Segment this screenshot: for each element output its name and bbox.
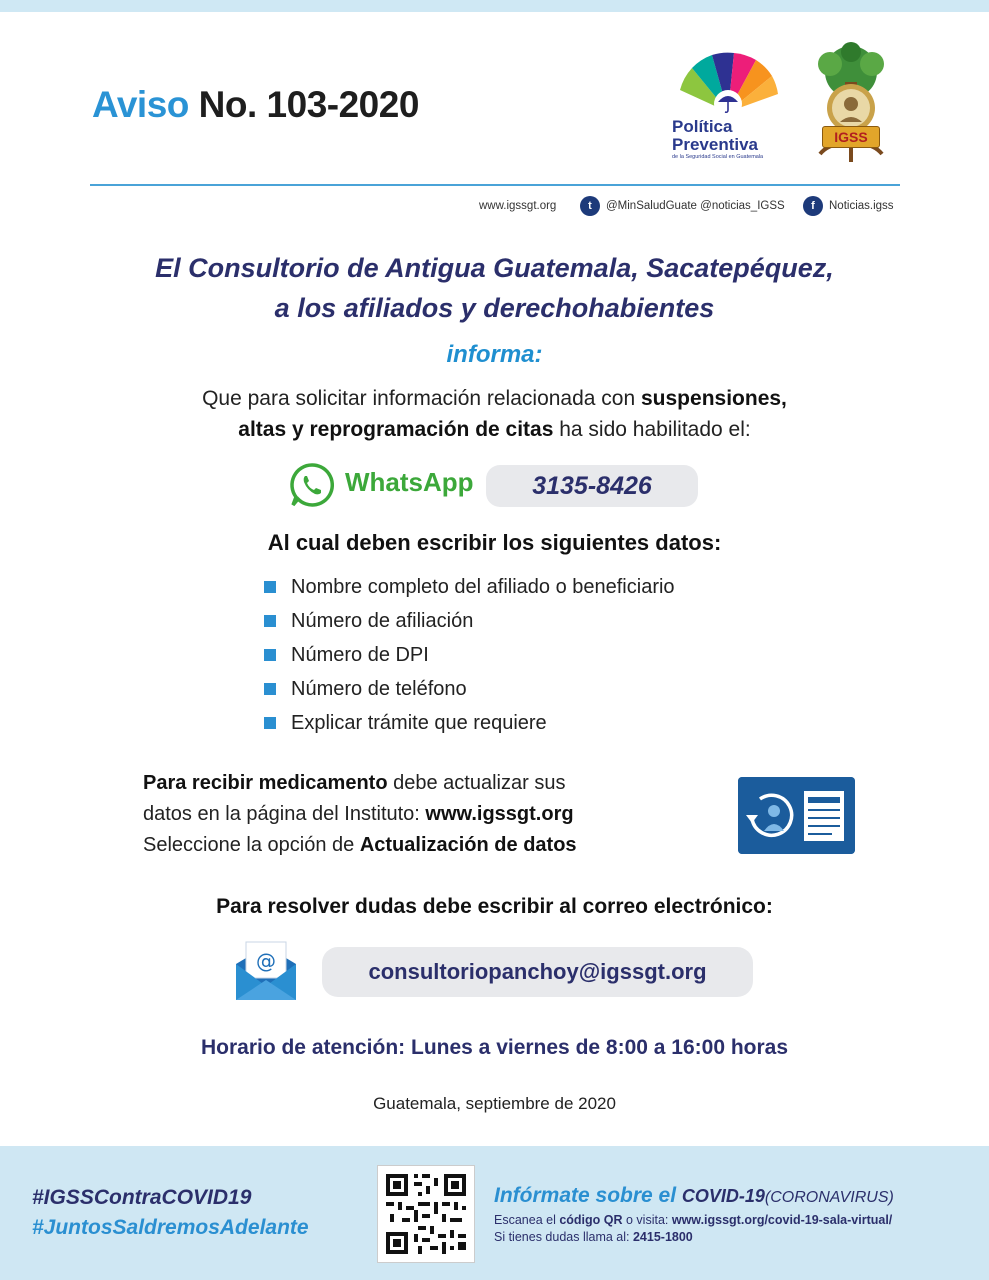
informa-heading: informa: xyxy=(446,341,543,368)
bullet-square-icon xyxy=(264,683,276,695)
list-item-text: Número de afiliación xyxy=(291,609,474,632)
covid-site-link[interactable]: www.igssgt.org/covid-19-sala-virtual/ xyxy=(671,1213,893,1227)
website-text: www.igssgt.org xyxy=(479,200,557,212)
bullet-square-icon xyxy=(264,717,276,729)
phone-number[interactable]: 2415-1800 xyxy=(632,1230,693,1244)
dudas-heading: Para resolver dudas debe escribir al correo electrónico: xyxy=(216,895,773,918)
med-option: Actualización de datos xyxy=(359,834,577,856)
bullet-square-icon xyxy=(264,649,276,661)
whatsapp-label: WhatsApp xyxy=(345,467,474,497)
bullet-square-icon xyxy=(264,581,276,593)
twitter-icon: t xyxy=(580,196,600,216)
list-item-text: Explicar trámite que requiere xyxy=(291,711,547,734)
pp-logo-sub: de la Seguridad Social en Guatemala xyxy=(672,154,764,160)
page-title xyxy=(92,84,419,126)
fecha-text: Guatemala, septiembre de 2020 xyxy=(373,1094,616,1113)
intro-bold-1: suspensiones, xyxy=(641,387,787,410)
med-text-1: debe actualizar sus xyxy=(387,772,566,794)
qr-code[interactable] xyxy=(377,1165,475,1263)
igss-logo xyxy=(800,42,902,170)
whatsapp-number[interactable]: 3135-8426 xyxy=(486,465,698,507)
med-bold-1: Para recibir medicamento xyxy=(143,772,388,794)
footer-bold: código QR xyxy=(559,1213,623,1227)
pp-logo-line1: Política xyxy=(672,117,733,136)
medicamento-paragraph xyxy=(143,768,703,861)
informate-prefix: Infórmate sobre el xyxy=(494,1184,682,1207)
horario-text: Horario de atención: Lunes a viernes de 8:00 a 16:00 horas xyxy=(200,1036,789,1059)
hashtag-2: #JuntosSaldremosAdelante xyxy=(32,1216,309,1239)
datos-title: Al cual deben escribir los siguientes datos: xyxy=(267,530,722,555)
intro-paragraph xyxy=(100,383,889,445)
med-website-link[interactable]: www.igssgt.org xyxy=(425,803,574,825)
headline-line2: a los afiliados y derechohabientes xyxy=(274,293,715,323)
intro-text-1: Que para solicitar información relacionada con xyxy=(202,387,641,410)
list-item-text: Nombre completo del afiliado o beneficiario xyxy=(291,575,675,598)
whatsapp-icon xyxy=(288,461,336,509)
hashtag-1: #IGSSContraCOVID19 xyxy=(32,1186,252,1209)
intro-text-2: ha sido habilitado el: xyxy=(553,418,751,441)
bullet-square-icon xyxy=(264,615,276,627)
footer-text: Escanea el xyxy=(494,1213,560,1227)
list-item xyxy=(264,604,675,638)
list-item xyxy=(264,706,675,740)
svg-text:@: @ xyxy=(256,949,276,973)
facebook-link[interactable] xyxy=(803,196,894,216)
aviso-number: No. 103-2020 xyxy=(198,84,419,125)
website-link[interactable] xyxy=(479,196,556,216)
intro-bold-2: altas y reprogramación de citas xyxy=(238,418,554,441)
igss-label: IGSS xyxy=(822,126,880,148)
politica-preventiva-logo xyxy=(668,50,788,165)
aviso-word: Aviso xyxy=(92,84,189,125)
email-envelope-icon xyxy=(232,938,298,1004)
facebook-icon: f xyxy=(803,196,823,216)
twitter-link[interactable] xyxy=(580,196,785,216)
headline-line1: El Consultorio de Antigua Guatemala, Sacatepéquez, xyxy=(155,253,834,283)
list-item xyxy=(264,672,675,706)
footer-line-2 xyxy=(494,1230,693,1244)
header-divider xyxy=(90,184,900,186)
footer-text: o visita: xyxy=(622,1213,672,1227)
informate-covid: COVID-19 xyxy=(681,1186,765,1206)
footer-text: Si tienes dudas llama al: xyxy=(494,1230,633,1244)
list-item xyxy=(264,638,675,672)
list-item xyxy=(264,570,675,604)
informate-heading xyxy=(494,1184,894,1208)
datos-list xyxy=(264,570,675,740)
pp-logo-line2: Preventiva xyxy=(672,135,758,154)
list-item-text: Número de teléfono xyxy=(291,677,467,700)
email-address[interactable]: consultoriopanchoy@igssgt.org xyxy=(322,947,753,997)
list-item-text: Número de DPI xyxy=(291,643,429,666)
footer-line-1 xyxy=(494,1213,892,1227)
med-text-3: Seleccione la opción de xyxy=(143,834,360,856)
umbrella-wheel-icon xyxy=(672,50,784,120)
facebook-handle: Noticias.igss xyxy=(829,200,894,212)
tree-emblem-icon xyxy=(800,42,902,170)
informate-coronavirus: (CORONAVIRUS) xyxy=(764,1189,894,1206)
top-band xyxy=(0,0,989,12)
twitter-handles: @MinSaludGuate @noticias_IGSS xyxy=(606,200,785,212)
update-data-icon xyxy=(738,777,855,854)
med-text-2: datos en la página del Instituto: xyxy=(143,803,426,825)
headline xyxy=(40,248,949,328)
